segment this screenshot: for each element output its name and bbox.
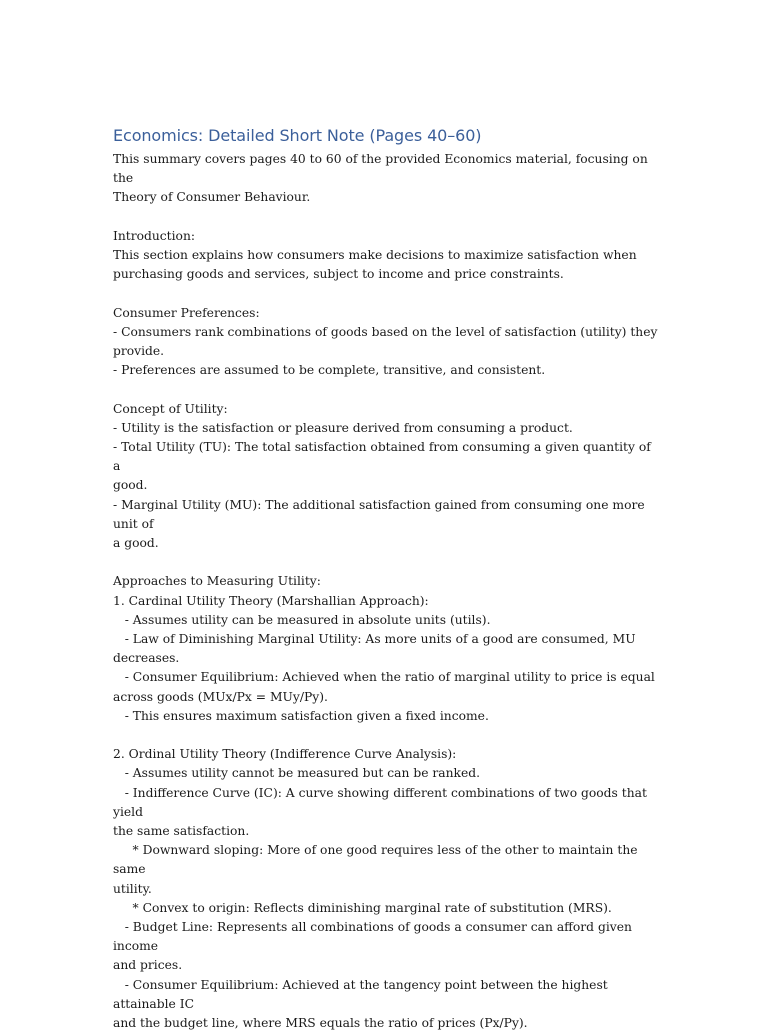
document-title: Economics: Detailed Short Note (Pages 40–60) bbox=[113, 126, 482, 145]
text-line: - Budget Line: Represents all combinations of goods a consumer can afford given income bbox=[113, 920, 636, 954]
text-line: and prices. bbox=[113, 958, 183, 973]
text-line: - This ensures maximum satisfaction given a fixed income. bbox=[113, 708, 489, 723]
text-line: * Downward sloping: More of one good requires less of the other to maintain the same bbox=[113, 843, 642, 877]
text-line: a good. bbox=[113, 536, 159, 551]
blank-line bbox=[113, 726, 661, 745]
blank-line bbox=[113, 208, 661, 227]
text-line: - Marginal Utility (MU): The additional satisfaction gained from consuming one more unit of bbox=[113, 497, 649, 531]
text-line: - Consumers rank combinations of goods based on the level of satisfaction (utility) they bbox=[113, 324, 658, 339]
text-line: This summary covers pages 40 to 60 of the provided Economics material, focusing on the bbox=[113, 152, 652, 186]
text-line: - Preferences are assumed to be complete, transitive, and consistent. bbox=[113, 363, 546, 378]
text-line: - Assumes utility cannot be measured but can be ranked. bbox=[113, 766, 481, 781]
text-line: utility. bbox=[113, 881, 152, 896]
text-line: the same satisfaction. bbox=[113, 824, 250, 839]
text-line: Consumer Preferences: bbox=[113, 305, 260, 320]
blank-line bbox=[113, 380, 661, 399]
text-line: This section explains how consumers make decisions to maximize satisfaction when bbox=[113, 248, 637, 262]
document-text bbox=[113, 150, 661, 1033]
text-line: Introduction: bbox=[113, 228, 196, 243]
text-line: 1. Cardinal Utility Theory (Marshallian Approach): bbox=[113, 593, 429, 608]
text-line: purchasing goods and services, subject to income and price constraints. bbox=[113, 267, 564, 282]
blank-line bbox=[113, 284, 661, 303]
text-line: - Consumer Equilibrium: Achieved when the ratio of marginal utility to price is equal bbox=[113, 670, 655, 685]
text-line: - Assumes utility can be measured in absolute units (utils). bbox=[113, 612, 491, 627]
text-line: - Indifference Curve (IC): A curve showing different combinations of two goods that yield bbox=[113, 785, 651, 819]
text-line: - Utility is the satisfaction or pleasure derived from consuming a product. bbox=[113, 420, 573, 435]
text-line: across goods (MUx/Px = MUy/Py). bbox=[113, 689, 328, 704]
text-line: Theory of Consumer Behaviour. bbox=[113, 190, 311, 205]
text-line: - Total Utility (TU): The total satisfaction obtained from consuming a given quantity of a bbox=[113, 440, 655, 474]
text-line: provide. bbox=[113, 344, 165, 358]
text-line: 2. Ordinal Utility Theory (Indifference Curve Analysis): bbox=[113, 747, 457, 762]
blank-line bbox=[113, 553, 661, 572]
text-line: - Law of Diminishing Marginal Utility: As more units of a good are consumed, MU bbox=[113, 632, 636, 647]
text-line: good. bbox=[113, 478, 148, 493]
document-body bbox=[113, 124, 661, 1033]
text-line: - Consumer Equilibrium: Achieved at the tangency point between the highest attainable IC bbox=[113, 977, 612, 1011]
text-line: * Convex to origin: Reflects diminishing marginal rate of substitution (MRS). bbox=[113, 900, 612, 915]
text-line: and the budget line, where MRS equals the ratio of prices (Px/Py). bbox=[113, 1016, 528, 1031]
text-line: Approaches to Measuring Utility: bbox=[113, 574, 321, 589]
text-line: Concept of Utility: bbox=[113, 401, 228, 416]
text-line: decreases. bbox=[113, 651, 180, 666]
